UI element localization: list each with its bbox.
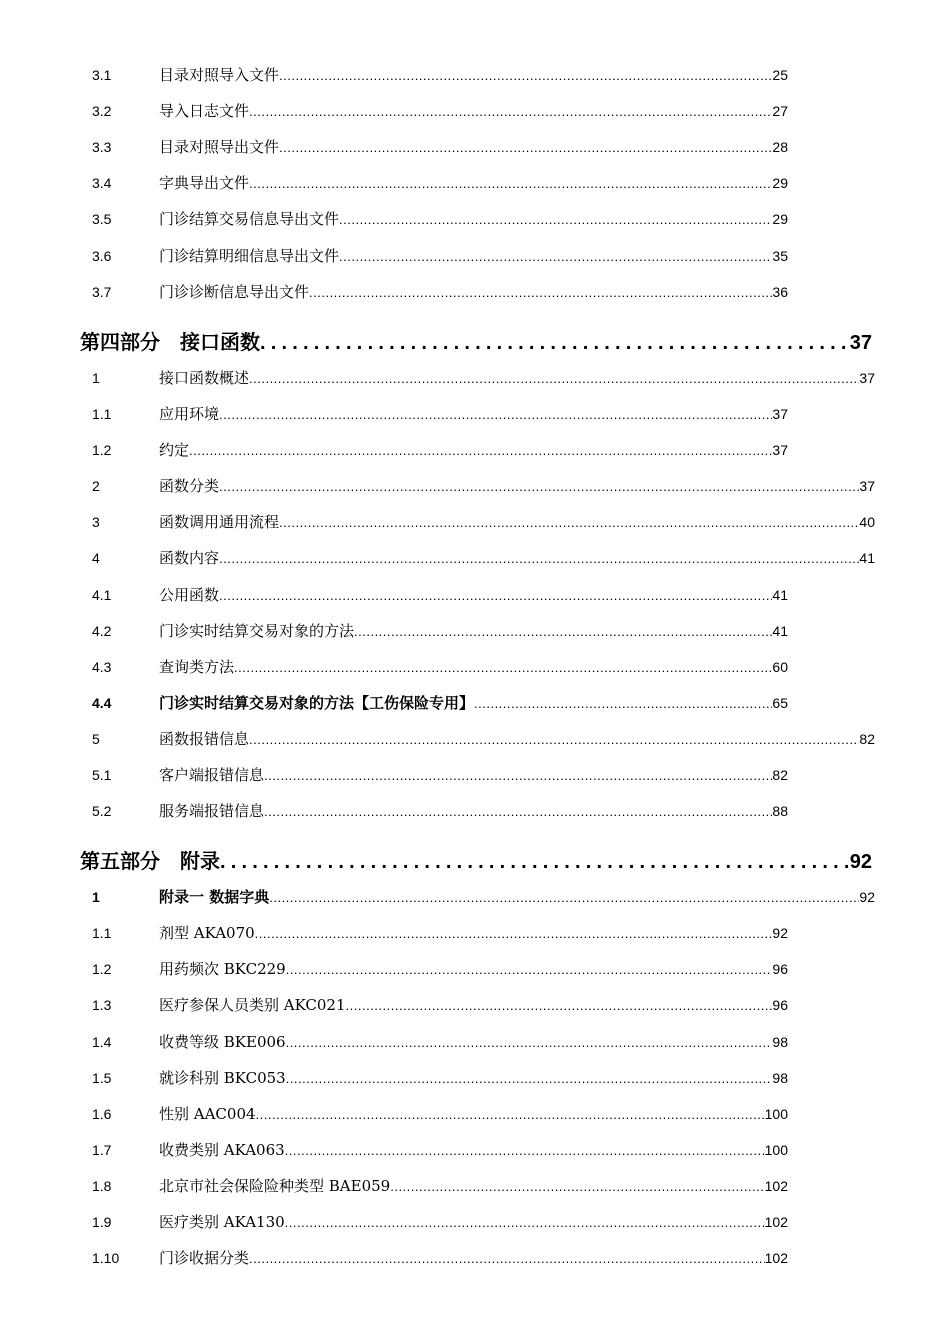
toc-entry[interactable]	[0, 993, 950, 1017]
page-number: 100	[764, 1106, 788, 1122]
page-number: 96	[772, 997, 788, 1013]
page-number: 25	[772, 67, 788, 83]
section-number: 4	[92, 550, 100, 566]
section-number: 2	[92, 478, 100, 494]
toc-entry[interactable]	[0, 921, 950, 945]
section-number: 1.1	[92, 925, 112, 941]
section-title: 门诊结算明细信息导出文件	[159, 247, 340, 265]
section-number: 1.7	[92, 1142, 112, 1158]
dot-leader	[249, 367, 859, 391]
section-number: 1.6	[92, 1106, 112, 1122]
section-title: 门诊结算交易信息导出文件	[159, 210, 340, 228]
section-number: 1.2	[92, 961, 112, 977]
section-title: 目录对照导出文件	[159, 138, 280, 156]
part-title: 第四部分 接口函数	[80, 330, 260, 354]
dot-leader	[286, 958, 773, 982]
page-number: 92	[849, 851, 872, 873]
toc-entry[interactable]	[0, 583, 950, 607]
section-number: 3.7	[92, 284, 112, 300]
section-number: 4.2	[92, 623, 112, 639]
section-number: 5.1	[92, 767, 112, 783]
toc-entry[interactable]	[0, 402, 950, 426]
section-title: 性别 AAC004	[159, 1105, 256, 1123]
toc-entry[interactable]	[0, 1210, 950, 1234]
section-number: 3.5	[92, 211, 112, 227]
section-number: 4.3	[92, 659, 112, 675]
section-number: 1	[92, 889, 100, 905]
page-number: 65	[772, 695, 788, 711]
page-number: 28	[772, 139, 788, 155]
page-number: 37	[772, 406, 788, 422]
section-title: 函数内容	[159, 549, 220, 567]
page-number: 41	[859, 550, 875, 566]
section-number: 1	[92, 370, 100, 386]
section-title: 剂型 AKA070	[159, 924, 255, 942]
section-title: 用药频次 BKC229	[159, 960, 286, 978]
section-number: 3.2	[92, 103, 112, 119]
section-title: 字典导出文件	[159, 174, 250, 192]
page-number: 29	[772, 175, 788, 191]
toc-entry[interactable]	[0, 1030, 950, 1054]
toc-entry[interactable]	[0, 1138, 950, 1162]
toc-entry[interactable]	[0, 280, 950, 304]
page-number: 82	[859, 731, 875, 747]
section-title: 函数调用通用流程	[159, 513, 280, 531]
dot-leader	[220, 845, 850, 879]
toc-entry[interactable]	[0, 244, 950, 268]
page-number: 102	[764, 1214, 788, 1230]
dot-leader	[354, 620, 772, 644]
page-number: 100	[764, 1142, 788, 1158]
section-title: 附录一 数据字典	[159, 888, 270, 906]
section-title: 北京市社会保险险种类型 BAE059	[159, 1177, 391, 1195]
page-number: 96	[772, 961, 788, 977]
dot-leader	[285, 1211, 765, 1235]
toc-entry[interactable]	[0, 691, 950, 715]
toc-entry[interactable]	[0, 474, 950, 498]
toc-entry[interactable]	[0, 366, 950, 390]
toc-entry[interactable]	[0, 438, 950, 462]
toc-entry[interactable]	[0, 1174, 950, 1198]
section-title: 接口函数概述	[159, 369, 250, 387]
section-number: 1.5	[92, 1070, 112, 1086]
toc-entry[interactable]	[0, 546, 950, 570]
page-number: 37	[859, 370, 875, 386]
section-title: 医疗类别 AKA130	[159, 1213, 285, 1231]
section-number: 1.4	[92, 1034, 112, 1050]
dot-leader	[279, 511, 859, 535]
section-title: 公用函数	[159, 586, 220, 604]
dot-leader	[286, 1067, 773, 1091]
section-number: 4.1	[92, 587, 112, 603]
dot-leader	[219, 547, 859, 571]
page-number: 37	[772, 442, 788, 458]
toc-entry[interactable]	[0, 727, 950, 751]
dot-leader	[189, 439, 772, 463]
page-number: 92	[772, 925, 788, 941]
dot-leader	[219, 584, 772, 608]
toc-entry[interactable]	[0, 885, 950, 909]
page-number: 102	[764, 1178, 788, 1194]
toc-entry[interactable]	[0, 1066, 950, 1090]
section-number: 5	[92, 731, 100, 747]
page-number: 29	[772, 211, 788, 227]
dot-leader	[279, 64, 772, 88]
section-title: 服务端报错信息	[159, 802, 265, 820]
toc-entry[interactable]	[0, 1102, 950, 1126]
section-title: 门诊实时结算交易对象的方法	[159, 622, 355, 640]
dot-leader	[249, 728, 859, 752]
toc-entry[interactable]	[0, 171, 950, 195]
toc-entry[interactable]	[0, 957, 950, 981]
section-number: 1.3	[92, 997, 112, 1013]
part-title: 第五部分 附录	[80, 849, 220, 873]
toc-entry[interactable]	[0, 207, 950, 231]
dot-leader	[279, 136, 772, 160]
section-number: 3.3	[92, 139, 112, 155]
toc-entry[interactable]	[0, 1246, 950, 1270]
toc-part-heading[interactable]	[80, 325, 872, 359]
dot-leader	[249, 1247, 765, 1271]
page-number: 37	[859, 478, 875, 494]
section-number: 1.8	[92, 1178, 112, 1194]
section-number: 3.4	[92, 175, 112, 191]
page-number: 98	[772, 1034, 788, 1050]
toc-entry[interactable]	[0, 619, 950, 643]
page-number: 41	[772, 587, 788, 603]
page-number: 35	[772, 248, 788, 264]
toc-entry[interactable]	[0, 799, 950, 823]
section-title: 客户端报错信息	[159, 766, 265, 784]
section-title: 门诊实时结算交易对象的方法【工伤保险专用】	[159, 694, 475, 712]
page-number: 36	[772, 284, 788, 300]
dot-leader	[255, 922, 773, 946]
section-number: 4.4	[92, 695, 112, 711]
dot-leader	[339, 208, 772, 232]
dot-leader	[339, 245, 772, 269]
dot-leader	[249, 100, 772, 124]
section-title: 收费等级 BKE006	[159, 1033, 286, 1051]
page-number: 37	[849, 332, 872, 354]
dot-leader	[264, 800, 772, 824]
dot-leader	[269, 886, 859, 910]
page-number: 41	[772, 623, 788, 639]
toc-entry[interactable]	[0, 763, 950, 787]
page-number: 27	[772, 103, 788, 119]
dot-leader	[260, 326, 850, 360]
section-number: 3.6	[92, 248, 112, 264]
dot-leader	[285, 1139, 765, 1163]
toc-entry[interactable]	[0, 655, 950, 679]
section-title: 医疗参保人员类别 AKC021	[159, 996, 346, 1014]
page-number: 82	[772, 767, 788, 783]
toc-entry[interactable]	[0, 135, 950, 159]
section-title: 函数分类	[159, 477, 220, 495]
dot-leader	[264, 764, 772, 788]
page-number: 98	[772, 1070, 788, 1086]
section-title: 应用环境	[159, 405, 220, 423]
section-title: 门诊收据分类	[159, 1249, 250, 1267]
toc-entry[interactable]	[0, 510, 950, 534]
dot-leader	[286, 1031, 773, 1055]
page-number: 92	[859, 889, 875, 905]
dot-leader	[234, 656, 772, 680]
dot-leader	[219, 475, 859, 499]
section-number: 3	[92, 514, 100, 530]
section-number: 1.1	[92, 406, 112, 422]
page-number: 102	[764, 1250, 788, 1266]
toc-part-heading[interactable]	[80, 844, 872, 878]
section-number: 5.2	[92, 803, 112, 819]
section-title: 导入日志文件	[159, 102, 250, 120]
section-title: 就诊科别 BKC053	[159, 1069, 286, 1087]
toc-entry[interactable]	[0, 99, 950, 123]
section-number: 3.1	[92, 67, 112, 83]
page-number: 60	[772, 659, 788, 675]
section-title: 目录对照导入文件	[159, 66, 280, 84]
dot-leader	[256, 1103, 765, 1127]
dot-leader	[219, 403, 772, 427]
section-title: 门诊诊断信息导出文件	[159, 283, 310, 301]
dot-leader	[249, 172, 772, 196]
dot-leader	[390, 1175, 764, 1199]
page-number: 88	[772, 803, 788, 819]
dot-leader	[346, 994, 773, 1018]
section-number: 1.2	[92, 442, 112, 458]
section-number: 1.9	[92, 1214, 112, 1230]
section-number: 1.10	[92, 1250, 120, 1266]
toc-entry[interactable]	[0, 63, 950, 87]
section-title: 收费类别 AKA063	[159, 1141, 285, 1159]
dot-leader	[309, 281, 772, 305]
section-title: 约定	[159, 441, 190, 459]
dot-leader	[474, 692, 772, 716]
section-title: 函数报错信息	[159, 730, 250, 748]
section-title: 查询类方法	[159, 658, 235, 676]
page-number: 40	[859, 514, 875, 530]
